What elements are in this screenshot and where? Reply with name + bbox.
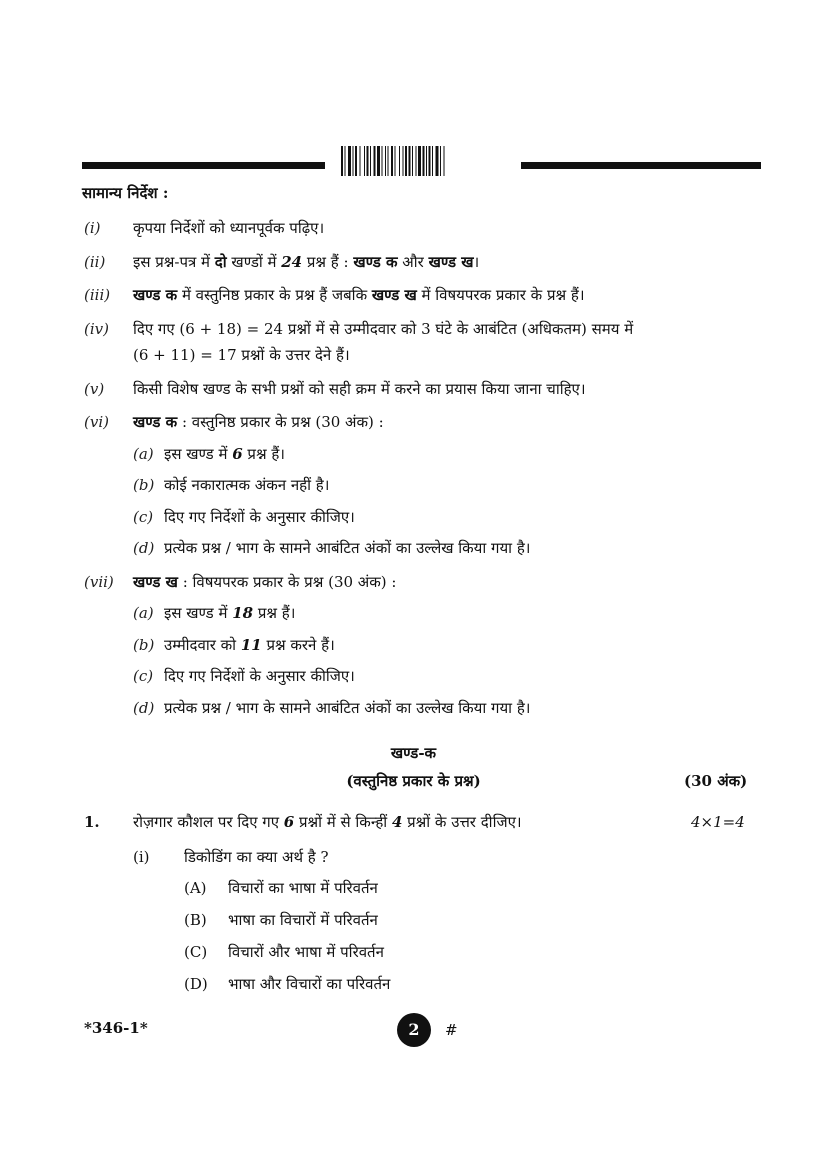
instruction-iv: (iv) दिए गए (6 + 18) = 24 प्रश्नों में से उम्मीदवार को 3 घंटे के आबंटित (अधिकतम) समय में (84, 320, 634, 338)
instruction-iv-cont: (6 + 11) = 17 प्रश्नों के उत्तर देने हैं। (133, 346, 350, 364)
section-a-item-d: (d) प्रत्येक प्रश्न / भाग के सामने आबंटित अंकों का उल्लेख किया गया है। (133, 539, 531, 557)
instruction-v: (v) किसी विशेष खण्ड के सभी प्रश्नों को सही क्रम में करने का प्रयास किया जाना चाहिए। (84, 380, 586, 398)
question-1: 1. रोज़गार कौशल पर दिए गए 6 प्रश्नों में से किन्हीं 4 प्रश्नों के उत्तर दीजिए। 4×1=4 (0, 810, 827, 834)
instruction-vi: (vi) खण्ड क : वस्तुनिष्ठ प्रकार के प्रश्न (30 अंक) : (84, 413, 384, 431)
section-b-item-b: (b) उम्मीदवार को 11 प्रश्न करने हैं। (133, 636, 335, 654)
option-b: (B) भाषा का विचारों में परिवर्तन (184, 911, 378, 929)
question-1-sub-i: (i) डिकोडिंग का क्या अर्थ है ? (133, 848, 329, 866)
general-instructions-title: सामान्य निर्देश : (82, 184, 169, 202)
section-b-item-c: (c) दिए गए निर्देशों के अनुसार कीजिए। (133, 667, 355, 685)
header-rule-right (521, 162, 761, 169)
option-a: (A) विचारों का भाषा में परिवर्तन (184, 879, 378, 897)
barcode (341, 146, 493, 176)
section-subtitle: (वस्तुनिष्ठ प्रकार के प्रश्न) (346, 772, 481, 790)
hash-mark: # (445, 1021, 458, 1039)
instruction-iii: (iii) खण्ड क में वस्तुनिष्ठ प्रकार के प्रश्न हैं जबकि खण्ड ख में विषयपरक प्रकार के प्रश्न हैं। (84, 286, 585, 304)
instruction-vii: (vii) खण्ड ख : विषयपरक प्रकार के प्रश्न (30 अंक) : (84, 573, 397, 591)
question-1-marks: 4×1=4 (691, 813, 745, 831)
option-c: (C) विचारों और भाषा में परिवर्तन (184, 943, 384, 961)
section-a-item-a: (a) इस खण्ड में 6 प्रश्न हैं। (133, 445, 285, 463)
section-b-item-d: (d) प्रत्येक प्रश्न / भाग के सामने आबंटित अंकों का उल्लेख किया गया है। (133, 699, 531, 717)
section-a-item-c: (c) दिए गए निर्देशों के अनुसार कीजिए। (133, 508, 355, 526)
section-title: खण्ड-क (390, 744, 437, 762)
instruction-i: (i) कृपया निर्देशों को ध्यानपूर्वक पढ़िए। (84, 219, 325, 237)
instruction-ii: (ii) इस प्रश्न-पत्र में दो खण्डों में 24 प्रश्न हैं : खण्ड क और खण्ड ख। (84, 253, 480, 271)
option-d: (D) भाषा और विचारों का परिवर्तन (184, 975, 391, 993)
section-b-item-a: (a) इस खण्ड में 18 प्रश्न हैं। (133, 604, 296, 622)
section-a-item-b: (b) कोई नकारात्मक अंकन नहीं है। (133, 476, 330, 494)
header-rule-left (82, 162, 325, 169)
page-number: 2 (397, 1013, 431, 1047)
paper-code: *346-1* (84, 1019, 148, 1037)
section-marks: (30 अंक) (684, 772, 748, 790)
